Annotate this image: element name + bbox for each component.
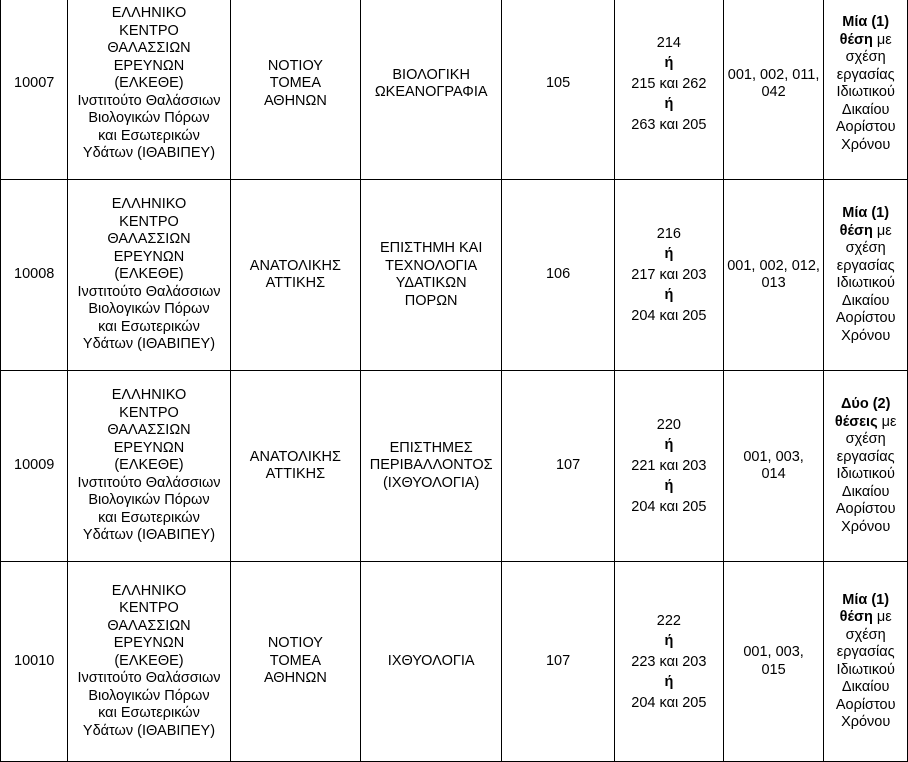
positions-cell: Μία (1) θέση με σχέση εργασίας Ιδιωτικού Δικαίου Αορίστου Χρόνου <box>824 180 908 371</box>
table-row <box>1 562 908 762</box>
field-cell: 107 <box>502 371 615 562</box>
field-cell: 106 <box>502 180 615 371</box>
region-cell: ΝΟΤΙΟΥ ΤΟΜΕΑ ΑΘΗΝΩΝ <box>230 0 361 180</box>
table-row <box>1 0 908 180</box>
specialty-cell: ΒΙΟΛΟΓΙΚΗ ΩΚΕΑΝΟΓΡΑΦΙΑ <box>361 0 502 180</box>
field-cell: 105 <box>502 0 615 180</box>
specialty-cell: ΙΧΘΥΟΛΟΓΙΑ <box>361 562 502 762</box>
specialty-cell: ΕΠΙΣΤΗΜΕΣ ΠΕΡΙΒΑΛΛΟΝΤΟΣ (ΙΧΘΥΟΛΟΓΙΑ) <box>361 371 502 562</box>
field-cell: 107 <box>502 562 615 762</box>
table-row <box>1 180 908 371</box>
subjects-cell: 001, 003, 014 <box>723 371 824 562</box>
position-code: 10010 <box>1 562 68 762</box>
codes-cell: 216 ή 217 και 203 ή 204 και 205 <box>614 180 723 371</box>
codes-cell: 220 ή 221 και 203 ή 204 και 205 <box>614 371 723 562</box>
positions-cell: Μία (1) θέση με σχέση εργασίας Ιδιωτικού Δικαίου Αορίστου Χρόνου <box>824 0 908 180</box>
position-code: 10008 <box>1 180 68 371</box>
table-row <box>1 371 908 562</box>
institution-cell: ΕΛΛΗΝΙΚΟ ΚΕΝΤΡΟ ΘΑΛΑΣΣΙΩΝ ΕΡΕΥΝΩΝ (ΕΛΚΕΘΕ) Ινστιτούτο Θαλάσσιων Βιολογικών Πόρων και Εσωτερικών Υδάτων (ΙΘΑΒΙΠΕΥ) <box>68 562 230 762</box>
position-code: 10009 <box>1 371 68 562</box>
codes-cell: 222 ή 223 και 203 ή 204 και 205 <box>614 562 723 762</box>
positions-cell: Μία (1) θέση με σχέση εργασίας Ιδιωτικού Δικαίου Αορίστου Χρόνου <box>824 562 908 762</box>
subjects-cell: 001, 002, 011, 042 <box>723 0 824 180</box>
codes-cell: 214 ή 215 και 262 ή 263 και 205 <box>614 0 723 180</box>
institution-cell: ΕΛΛΗΝΙΚΟ ΚΕΝΤΡΟ ΘΑΛΑΣΣΙΩΝ ΕΡΕΥΝΩΝ (ΕΛΚΕΘΕ) Ινστιτούτο Θαλάσσιων Βιολογικών Πόρων και Εσωτερικών Υδάτων (ΙΘΑΒΙΠΕΥ) <box>68 180 230 371</box>
region-cell: ΝΟΤΙΟΥ ΤΟΜΕΑ ΑΘΗΝΩΝ <box>230 562 361 762</box>
region-cell: ΑΝΑΤΟΛΙΚΗΣ ΑΤΤΙΚΗΣ <box>230 180 361 371</box>
region-cell: ΑΝΑΤΟΛΙΚΗΣ ΑΤΤΙΚΗΣ <box>230 371 361 562</box>
subjects-cell: 001, 002, 012, 013 <box>723 180 824 371</box>
position-code: 10007 <box>1 0 68 180</box>
positions-cell: Δύο (2) θέσεις με σχέση εργασίας Ιδιωτικού Δικαίου Αορίστου Χρόνου <box>824 371 908 562</box>
specialty-cell: ΕΠΙΣΤΗΜΗ ΚΑΙ ΤΕΧΝΟΛΟΓΙΑ ΥΔΑΤΙΚΩΝ ΠΟΡΩΝ <box>361 180 502 371</box>
institution-cell: ΕΛΛΗΝΙΚΟ ΚΕΝΤΡΟ ΘΑΛΑΣΣΙΩΝ ΕΡΕΥΝΩΝ (ΕΛΚΕΘΕ) Ινστιτούτο Θαλάσσιων Βιολογικών Πόρων και Εσωτερικών Υδάτων (ΙΘΑΒΙΠΕΥ) <box>68 371 230 562</box>
subjects-cell: 001, 003, 015 <box>723 562 824 762</box>
institution-cell: ΕΛΛΗΝΙΚΟ ΚΕΝΤΡΟ ΘΑΛΑΣΣΙΩΝ ΕΡΕΥΝΩΝ (ΕΛΚΕΘΕ) Ινστιτούτο Θαλάσσιων Βιολογικών Πόρων και Εσωτερικών Υδάτων (ΙΘΑΒΙΠΕΥ) <box>68 0 230 180</box>
